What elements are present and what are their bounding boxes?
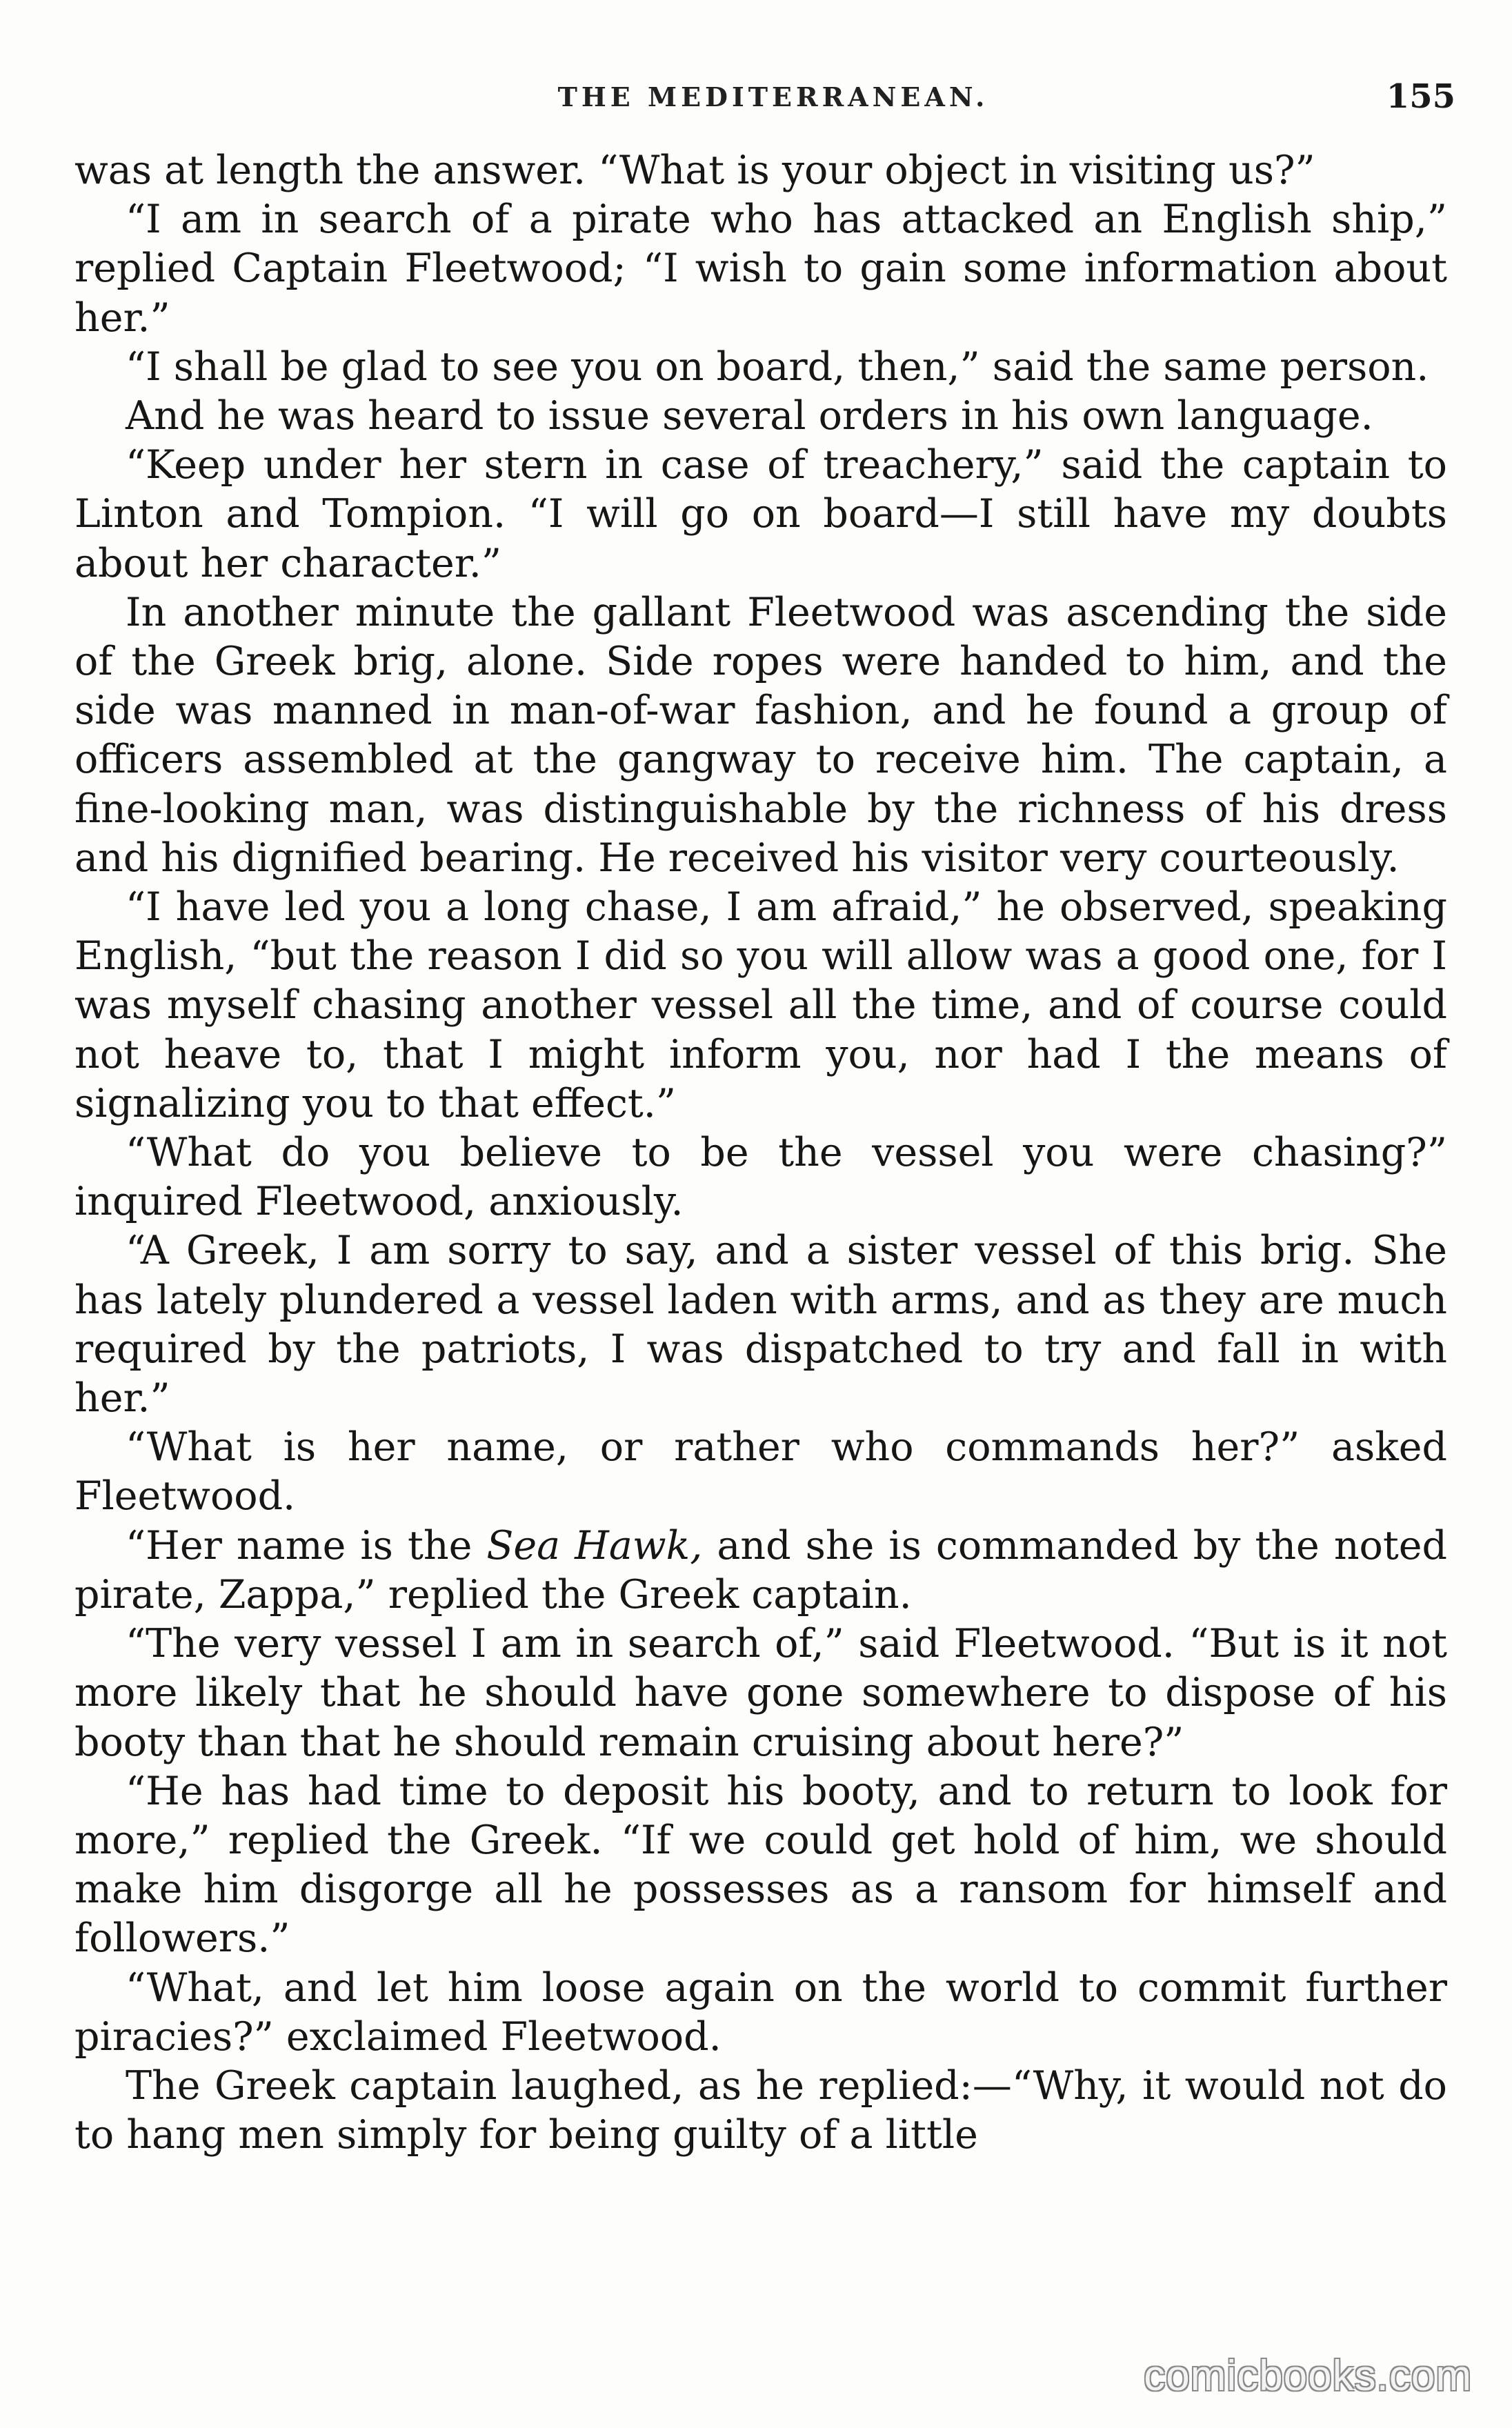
paragraph-6: In another minute the gallant Fleetwood was ascending the side of the Greek brig, alone. Side ropes were handed to him, and the side was manned in man-of-war fashion, and he found a group of officers assembled at the gangway to receive him. The captain, a fine-looking man, was distinguishable by the richness of his dress and his dignified bearing. He received his visitor very courteously. [74,589,1447,881]
paragraph-8: “What do you believe to be the vessel you were chasing?” inquired Fleetwood, anxiously. [74,1130,1447,1225]
paragraph-15: The Greek captain laughed, as he replied:—“Why, it would not do to hang men simply for being guilty of a little [74,2062,1447,2158]
paragraph-3: “I shall be glad to see you on board, then,” said the same person. [126,344,1429,390]
paragraph-13: “He has had time to deposit his booty, and to return to look for more,” replied the Greek. “If we could get hold of him, we should make him disgorge all he possesses as a ransom for himself and followers.” [74,1768,1447,1962]
paragraph-2: “I am in search of a pirate who has attacked an English ship,” replied Captain Fleetwood; “I wish to gain some information about her.” [74,197,1447,341]
paragraph-1: was at length the answer. “What is your object in visiting us?” [74,148,1315,193]
paragraph-11-before: “Her name is the [126,1522,487,1569]
site-watermark: comicbooks.com [1144,2352,1472,2400]
running-title: THE MEDITERRANEAN. [557,81,989,112]
paragraph-5: “Keep under her stern in case of treachery,” said the captain to Linton and Tompion. “I will go on board—I still have my doubts about her character.” [74,442,1447,586]
paragraph-10: “What is her name, or rather who commands her?” asked Fleetwood. [74,1424,1447,1520]
paragraph-11 [74,1522,1447,1620]
page-number: 155 [1386,77,1455,116]
paragraph-11-after: and she is commanded by the noted pirate, Zappa,” replied the Greek captain. [74,1522,1448,1618]
paragraph-7: “I have led you a long chase, I am afraid,” he observed, speaking English, “but the reason I did so you will allow was a good one, for I was myself chasing another vessel all the time, and of course could not heave to, that I might inform you, nor had I the means of signalizing you to that effect.” [74,884,1447,1126]
running-header [76,77,1471,123]
paragraph-4: And he was heard to issue several orders in his own language. [126,393,1373,439]
body-text [74,146,1447,2160]
ship-name-italic: Sea Hawk, [486,1522,703,1569]
paragraph-9: “A Greek, I am sorry to say, and a sister vessel of this brig. She has lately plundered a vessel laden with arms, and as they are much required by the patriots, I was dispatched to try and fall in with her.” [74,1228,1447,1422]
paragraph-14: “What, and let him loose again on the world to commit further piracies?” exclaimed Fleetwood. [74,1964,1447,2060]
paragraph-12: “The very vessel I am in search of,” said Fleetwood. “But is it not more likely that he should have gone somewhere to dispose of his booty than that he should remain cruising about here?” [74,1621,1447,1765]
